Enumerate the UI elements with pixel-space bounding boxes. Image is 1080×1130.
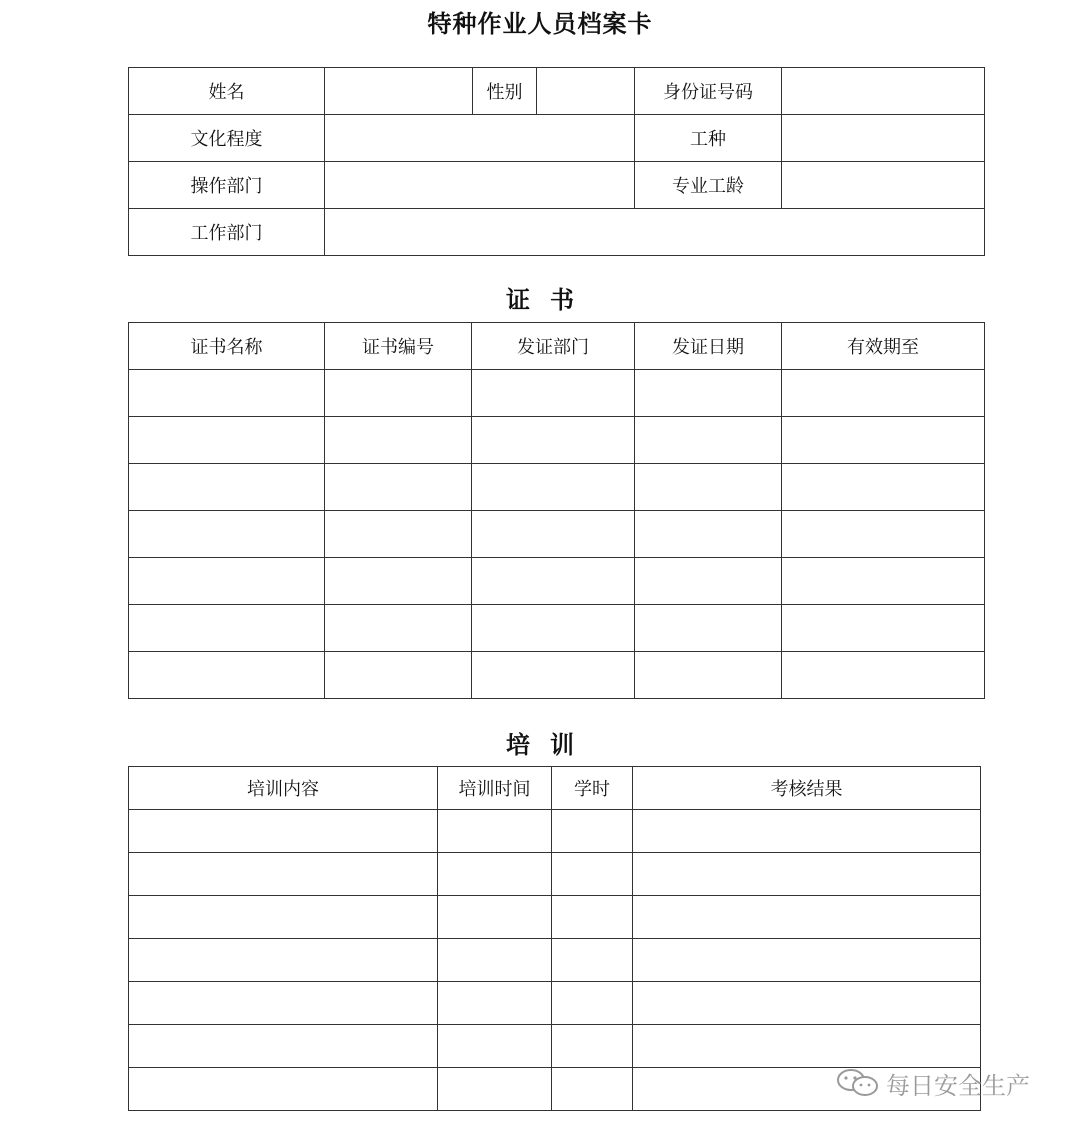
cert-header-valid-until: 有效期至 [782,323,985,370]
cert-header-issuer: 发证部门 [472,323,635,370]
cert-cell[interactable] [472,605,635,652]
id-number-label: 身份证号码 [635,68,782,115]
personal-info-table [128,67,985,256]
cert-cell[interactable] [129,558,325,605]
cert-cell[interactable] [782,652,985,699]
cert-cell[interactable] [129,511,325,558]
cert-cell[interactable] [635,511,782,558]
cert-row [129,370,985,417]
training-row [129,853,981,896]
training-header-content: 培训内容 [129,767,438,810]
training-header-result: 考核结果 [633,767,981,810]
cert-cell[interactable] [782,417,985,464]
cert-cell[interactable] [635,558,782,605]
cert-cell[interactable] [129,464,325,511]
cert-cell[interactable] [325,605,472,652]
cert-cell[interactable] [325,417,472,464]
training-cell[interactable] [129,1025,438,1068]
gender-label: 性别 [473,68,537,115]
certificates-title-char: 书 [550,285,574,314]
training-cell[interactable] [633,810,981,853]
training-cell[interactable] [552,1068,633,1111]
cert-row [129,558,985,605]
cert-cell[interactable] [472,417,635,464]
training-cell[interactable] [633,896,981,939]
work-dept-label: 工作部门 [129,209,325,256]
training-cell[interactable] [552,939,633,982]
cert-cell[interactable] [129,370,325,417]
name-field[interactable] [325,68,473,115]
education-field[interactable] [325,115,635,162]
cert-cell[interactable] [635,652,782,699]
cert-cell[interactable] [635,605,782,652]
id-number-field[interactable] [782,68,985,115]
cert-header-issue-date: 发证日期 [635,323,782,370]
cert-cell[interactable] [129,652,325,699]
certificates-title-char: 证 [506,285,530,314]
training-cell[interactable] [633,982,981,1025]
training-cell[interactable] [552,810,633,853]
cert-cell[interactable] [325,370,472,417]
training-cell[interactable] [552,853,633,896]
training-cell[interactable] [438,810,552,853]
training-cell[interactable] [633,939,981,982]
cert-cell[interactable] [635,370,782,417]
cert-row [129,652,985,699]
cert-row [129,511,985,558]
cert-row [129,417,985,464]
cert-row [129,605,985,652]
training-section-title [0,725,1080,760]
training-row [129,982,981,1025]
wechat-icon [836,1068,880,1098]
watermark [836,1066,1030,1100]
training-cell[interactable] [438,853,552,896]
cert-cell[interactable] [129,417,325,464]
training-table [128,766,981,1111]
training-header-hours: 学时 [552,767,633,810]
cert-cell[interactable] [635,464,782,511]
name-label: 姓名 [129,68,325,115]
cert-header-number: 证书编号 [325,323,472,370]
training-cell[interactable] [129,853,438,896]
page-title: 特种作业人员档案卡 [427,9,653,38]
training-cell[interactable] [552,1025,633,1068]
training-cell[interactable] [552,982,633,1025]
seniority-field[interactable] [782,162,985,209]
training-header-time: 培训时间 [438,767,552,810]
cert-cell[interactable] [472,370,635,417]
training-row [129,896,981,939]
cert-cell[interactable] [635,417,782,464]
training-cell[interactable] [633,853,981,896]
cert-cell[interactable] [325,558,472,605]
cert-cell[interactable] [325,652,472,699]
cert-cell[interactable] [472,558,635,605]
cert-cell[interactable] [782,464,985,511]
cert-cell[interactable] [325,511,472,558]
training-cell[interactable] [438,939,552,982]
training-cell[interactable] [633,1025,981,1068]
work-dept-field[interactable] [325,209,985,256]
cert-row [129,464,985,511]
trade-label: 工种 [635,115,782,162]
trade-field[interactable] [782,115,985,162]
training-cell[interactable] [552,896,633,939]
cert-cell[interactable] [325,464,472,511]
training-cell[interactable] [129,982,438,1025]
training-cell[interactable] [438,1068,552,1111]
watermark-text: 每日安全生产 [886,1071,1030,1100]
training-cell[interactable] [129,810,438,853]
certificates-section-title [0,280,1080,315]
cert-cell[interactable] [472,464,635,511]
operation-dept-label: 操作部门 [129,162,325,209]
gender-field[interactable] [537,68,635,115]
cert-cell[interactable] [472,652,635,699]
cert-cell[interactable] [782,558,985,605]
education-label: 文化程度 [129,115,325,162]
training-title-char: 培 [506,730,530,759]
training-row [129,810,981,853]
cert-cell[interactable] [129,605,325,652]
cert-cell[interactable] [782,370,985,417]
cert-cell[interactable] [782,605,985,652]
cert-header-name: 证书名称 [129,323,325,370]
training-title-char: 训 [550,730,574,759]
cert-cell[interactable] [472,511,635,558]
operation-dept-field[interactable] [325,162,635,209]
certificates-table [128,322,985,699]
training-cell[interactable] [129,896,438,939]
training-cell[interactable] [129,939,438,982]
training-cell[interactable] [129,1068,438,1111]
seniority-label: 专业工龄 [635,162,782,209]
training-cell[interactable] [438,982,552,1025]
training-cell[interactable] [438,896,552,939]
training-row [129,939,981,982]
cert-cell[interactable] [782,511,985,558]
training-row [129,1025,981,1068]
training-cell[interactable] [438,1025,552,1068]
